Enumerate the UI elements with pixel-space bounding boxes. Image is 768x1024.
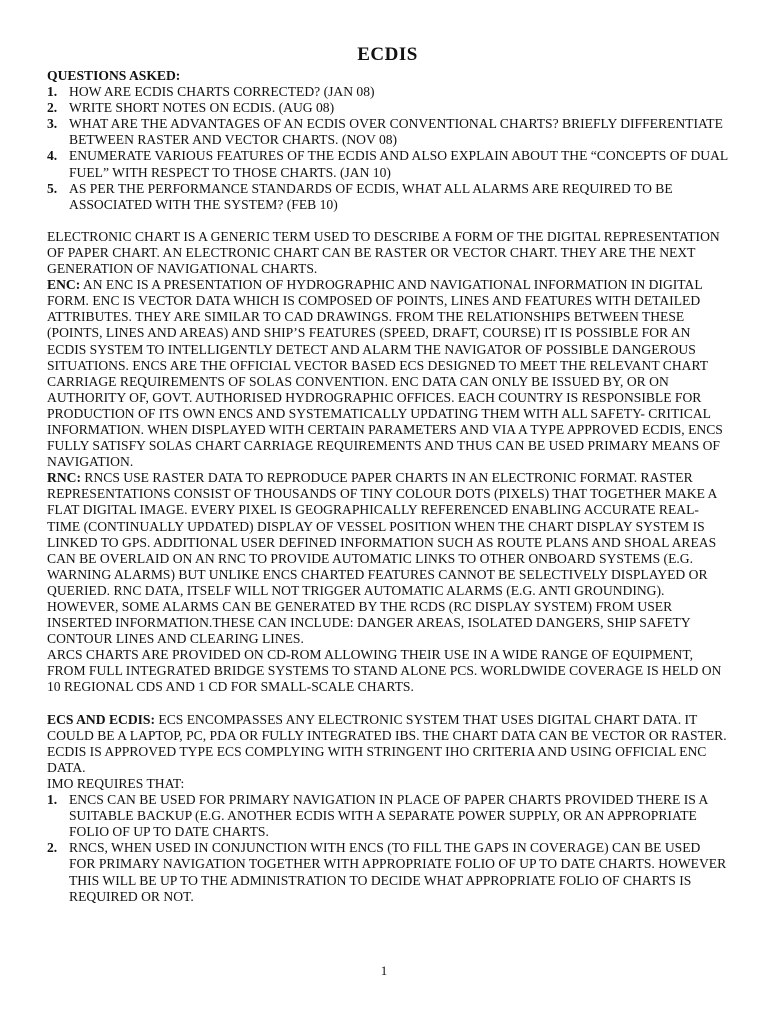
enc-paragraph xyxy=(47,277,728,470)
list-number: 1. xyxy=(47,84,58,100)
list-text: RNCS, WHEN USED IN CONJUNCTION WITH ENCS (TO FILL THE GAPS IN COVERAGE) CAN BE USED FOR PRIMARY NAVIGATION TOGETHER WITH APPROPRIATE FOLIO OF UP TO DATE CHARTS. HOWEVER THIS WILL BE UP TO THE ADMINISTRATION TO DECIDE WHAT APPROPRIATE FOLIO OF CHARTS IS REQUIRED OR NOT. xyxy=(69,840,727,904)
list-text: WRITE SHORT NOTES ON ECDIS. (AUG 08) xyxy=(69,100,335,116)
enc-lead: ENC: xyxy=(47,277,81,293)
document-title: ECDIS xyxy=(357,44,418,65)
list-text: AS PER THE PERFORMANCE STANDARDS OF ECDIS, WHAT ALL ALARMS ARE REQUIRED TO BE ASSOCIATED WITH THE SYSTEM? (FEB 10) xyxy=(69,180,673,212)
rnc-text: RNCS USE RASTER DATA TO REPRODUCE PAPER CHARTS IN AN ELECTRONIC FORMAT. RASTER REPRESENTATIONS CONSIST OF THOUSANDS OF TINY COLOUR DOTS (PIXELS) THAT TOGETHER MAKE A FLAT DIGITAL IMAGE. EVERY PIXEL IS GEOGRAPHICALLY REFERENCED ENABLING ACCURATE REAL-TIME (CONTINUALLY UPDATED) DISPLAY OF VESSEL POSITION WHEN THE CHART DISPLAY SYSTEM IS LINKED TO GPS. ADDITIONAL USER DEFINED INFORMATION SUCH AS ROUTE PLANS AND SHOAL AREAS CAN BE OVERLAID ON AN RNC TO PROVIDE AUTOMATIC LINKS TO OTHER ONBOARD SYSTEMS (E.G. WARNING ALARMS) BUT UNLIKE ENCS CHARTED FEATURES CANNOT BE SELECTIVELY DISPLAYED OR QUERIED. RNC DATA, ITSELF WILL NOT TRIGGER AUTOMATIC ALARMS (E.G. ANTI GROUNDING). HOWEVER, SOME ALARMS CAN BE GENERATED BY THE RCDS (RC DISPLAY SYSTEM) FROM USER INSERTED INFORMATION.THESE CAN INCLUDE: DANGER AREAS, ISOLATED DANGERS, SHIP SAFETY CONTOUR LINES AND CLEARING LINES. xyxy=(47,470,717,647)
questions-heading: QUESTIONS ASKED: xyxy=(47,68,181,83)
spacer xyxy=(47,213,728,229)
arcs-paragraph: ARCS CHARTS ARE PROVIDED ON CD-ROM ALLOWING THEIR USE IN A WIDE RANGE OF EQUIPMENT, FROM FULL INTEGRATED BRIDGE SYSTEMS TO STAND ALONE PCS. WORLDWIDE COVERAGE IS HELD ON 10 REGIONAL CDS AND 1 CD FOR SMALL-SCALE CHARTS. xyxy=(47,647,722,695)
list-item xyxy=(47,100,728,116)
list-item xyxy=(47,181,728,213)
rnc-lead: RNC: xyxy=(47,470,81,486)
page-number: 1 xyxy=(380,963,388,978)
list-text: WHAT ARE THE ADVANTAGES OF AN ECDIS OVER CONVENTIONAL CHARTS? BRIEFLY DIFFERENTIATE BETWEEN RASTER AND VECTOR CHARTS. (NOV 08) xyxy=(69,116,723,148)
list-number: 5. xyxy=(47,180,58,196)
list-text: ENCS CAN BE USED FOR PRIMARY NAVIGATION IN PLACE OF PAPER CHARTS PROVIDED THERE IS A SUITABLE BACKUP (E.G. ANOTHER ECDIS WITH A SEPARATE POWER SUPPLY, OR AN APPROPRIATE FOLIO OF UP TO DATE CHARTS. xyxy=(69,792,708,840)
list-item xyxy=(47,116,728,148)
list-item xyxy=(47,840,728,904)
ecs-lead: ECS AND ECDIS: xyxy=(47,711,156,727)
intro-paragraph: ELECTRONIC CHART IS A GENERIC TERM USED TO DESCRIBE A FORM OF THE DIGITAL REPRESENTATION OF PAPER CHART. AN ELECTRONIC CHART CAN BE RASTER OR VECTOR CHART. THEY ARE THE NEXT GENERATION OF NAVIGATIONAL CHARTS. xyxy=(47,228,720,277)
imo-list xyxy=(47,792,728,905)
questions-list xyxy=(47,84,728,213)
list-item xyxy=(47,148,728,180)
enc-text: AN ENC IS A PRESENTATION OF HYDROGRAPHIC AND NAVIGATIONAL INFORMATION IN DIGITAL FORM. ENC IS VECTOR DATA WHICH IS COMPOSED OF POINTS, LINES AND FEATURES WITH DETAILED ATTRIBUTES. THEY ARE SIMILAR TO CAD DRAWINGS. FROM THE RELATIONSHIPS BETWEEN THESE (POINTS, LINES AND AREAS) AND SHIP’S FEATURES (SPEED, DRAFT, COURSE) IT IS POSSIBLE FOR AN ECDIS SYSTEM TO INTELLIGENTLY DETECT AND ALARM THE NAVIGATOR OF POSSIBLE DANGEROUS SITUATIONS. ENCS ARE THE OFFICIAL VECTOR BASED ECS DESIGNED TO MEET THE RELEVANT CHART CARRIAGE REQUIREMENTS OF SOLAS CONVENTION. ENC DATA CAN ONLY BE ISSUED BY, OR ON AUTHORITY OF, GOVT. AUTHORISED HYDROGRAPHIC OFFICES. EACH COUNTRY IS RESPONSIBLE FOR PRODUCTION OF ITS OWN ENCS AND SYSTEMATICALLY UPDATING THEM WITH ALL SAFETY- CRITICAL INFORMATION. WHEN DISPLAYED WITH CERTAIN PARAMETERS AND VIA A TYPE APPROVED ECDIS, ENCS FULLY SATISFY SOLAS CHART CARRIAGE REQUIREMENTS AND THUS CAN BE USED PRIMARY MEANS OF NAVIGATION. xyxy=(47,277,723,470)
imo-heading: IMO REQUIRES THAT: xyxy=(47,775,185,791)
list-text: HOW ARE ECDIS CHARTS CORRECTED? (JAN 08) xyxy=(69,84,375,100)
list-item xyxy=(47,792,728,840)
list-item xyxy=(47,84,728,100)
spacer xyxy=(47,696,728,712)
ecs-paragraph xyxy=(47,712,728,776)
list-number: 2. xyxy=(47,100,58,116)
list-text: ENUMERATE VARIOUS FEATURES OF THE ECDIS AND ALSO EXPLAIN ABOUT THE “CONCEPTS OF DUAL FUEL” WITH RESPECT TO THOSE CHARTS. (JAN 10) xyxy=(69,148,728,180)
list-number: 2. xyxy=(47,840,58,856)
list-number: 4. xyxy=(47,148,58,164)
list-number: 1. xyxy=(47,792,58,808)
rnc-paragraph xyxy=(47,470,728,647)
ecs-text: ECS ENCOMPASSES ANY ELECTRONIC SYSTEM THAT USES DIGITAL CHART DATA. IT COULD BE A LAPTOP, PC, PDA OR FULLY INTEGRATED IBS. THE CHART DATA CAN BE VECTOR OR RASTER. ECDIS IS APPROVED TYPE ECS COMPLYING WITH STRINGENT IHO CRITERIA AND USING OFFICIAL ENC DATA. xyxy=(47,711,727,775)
list-number: 3. xyxy=(47,116,58,132)
